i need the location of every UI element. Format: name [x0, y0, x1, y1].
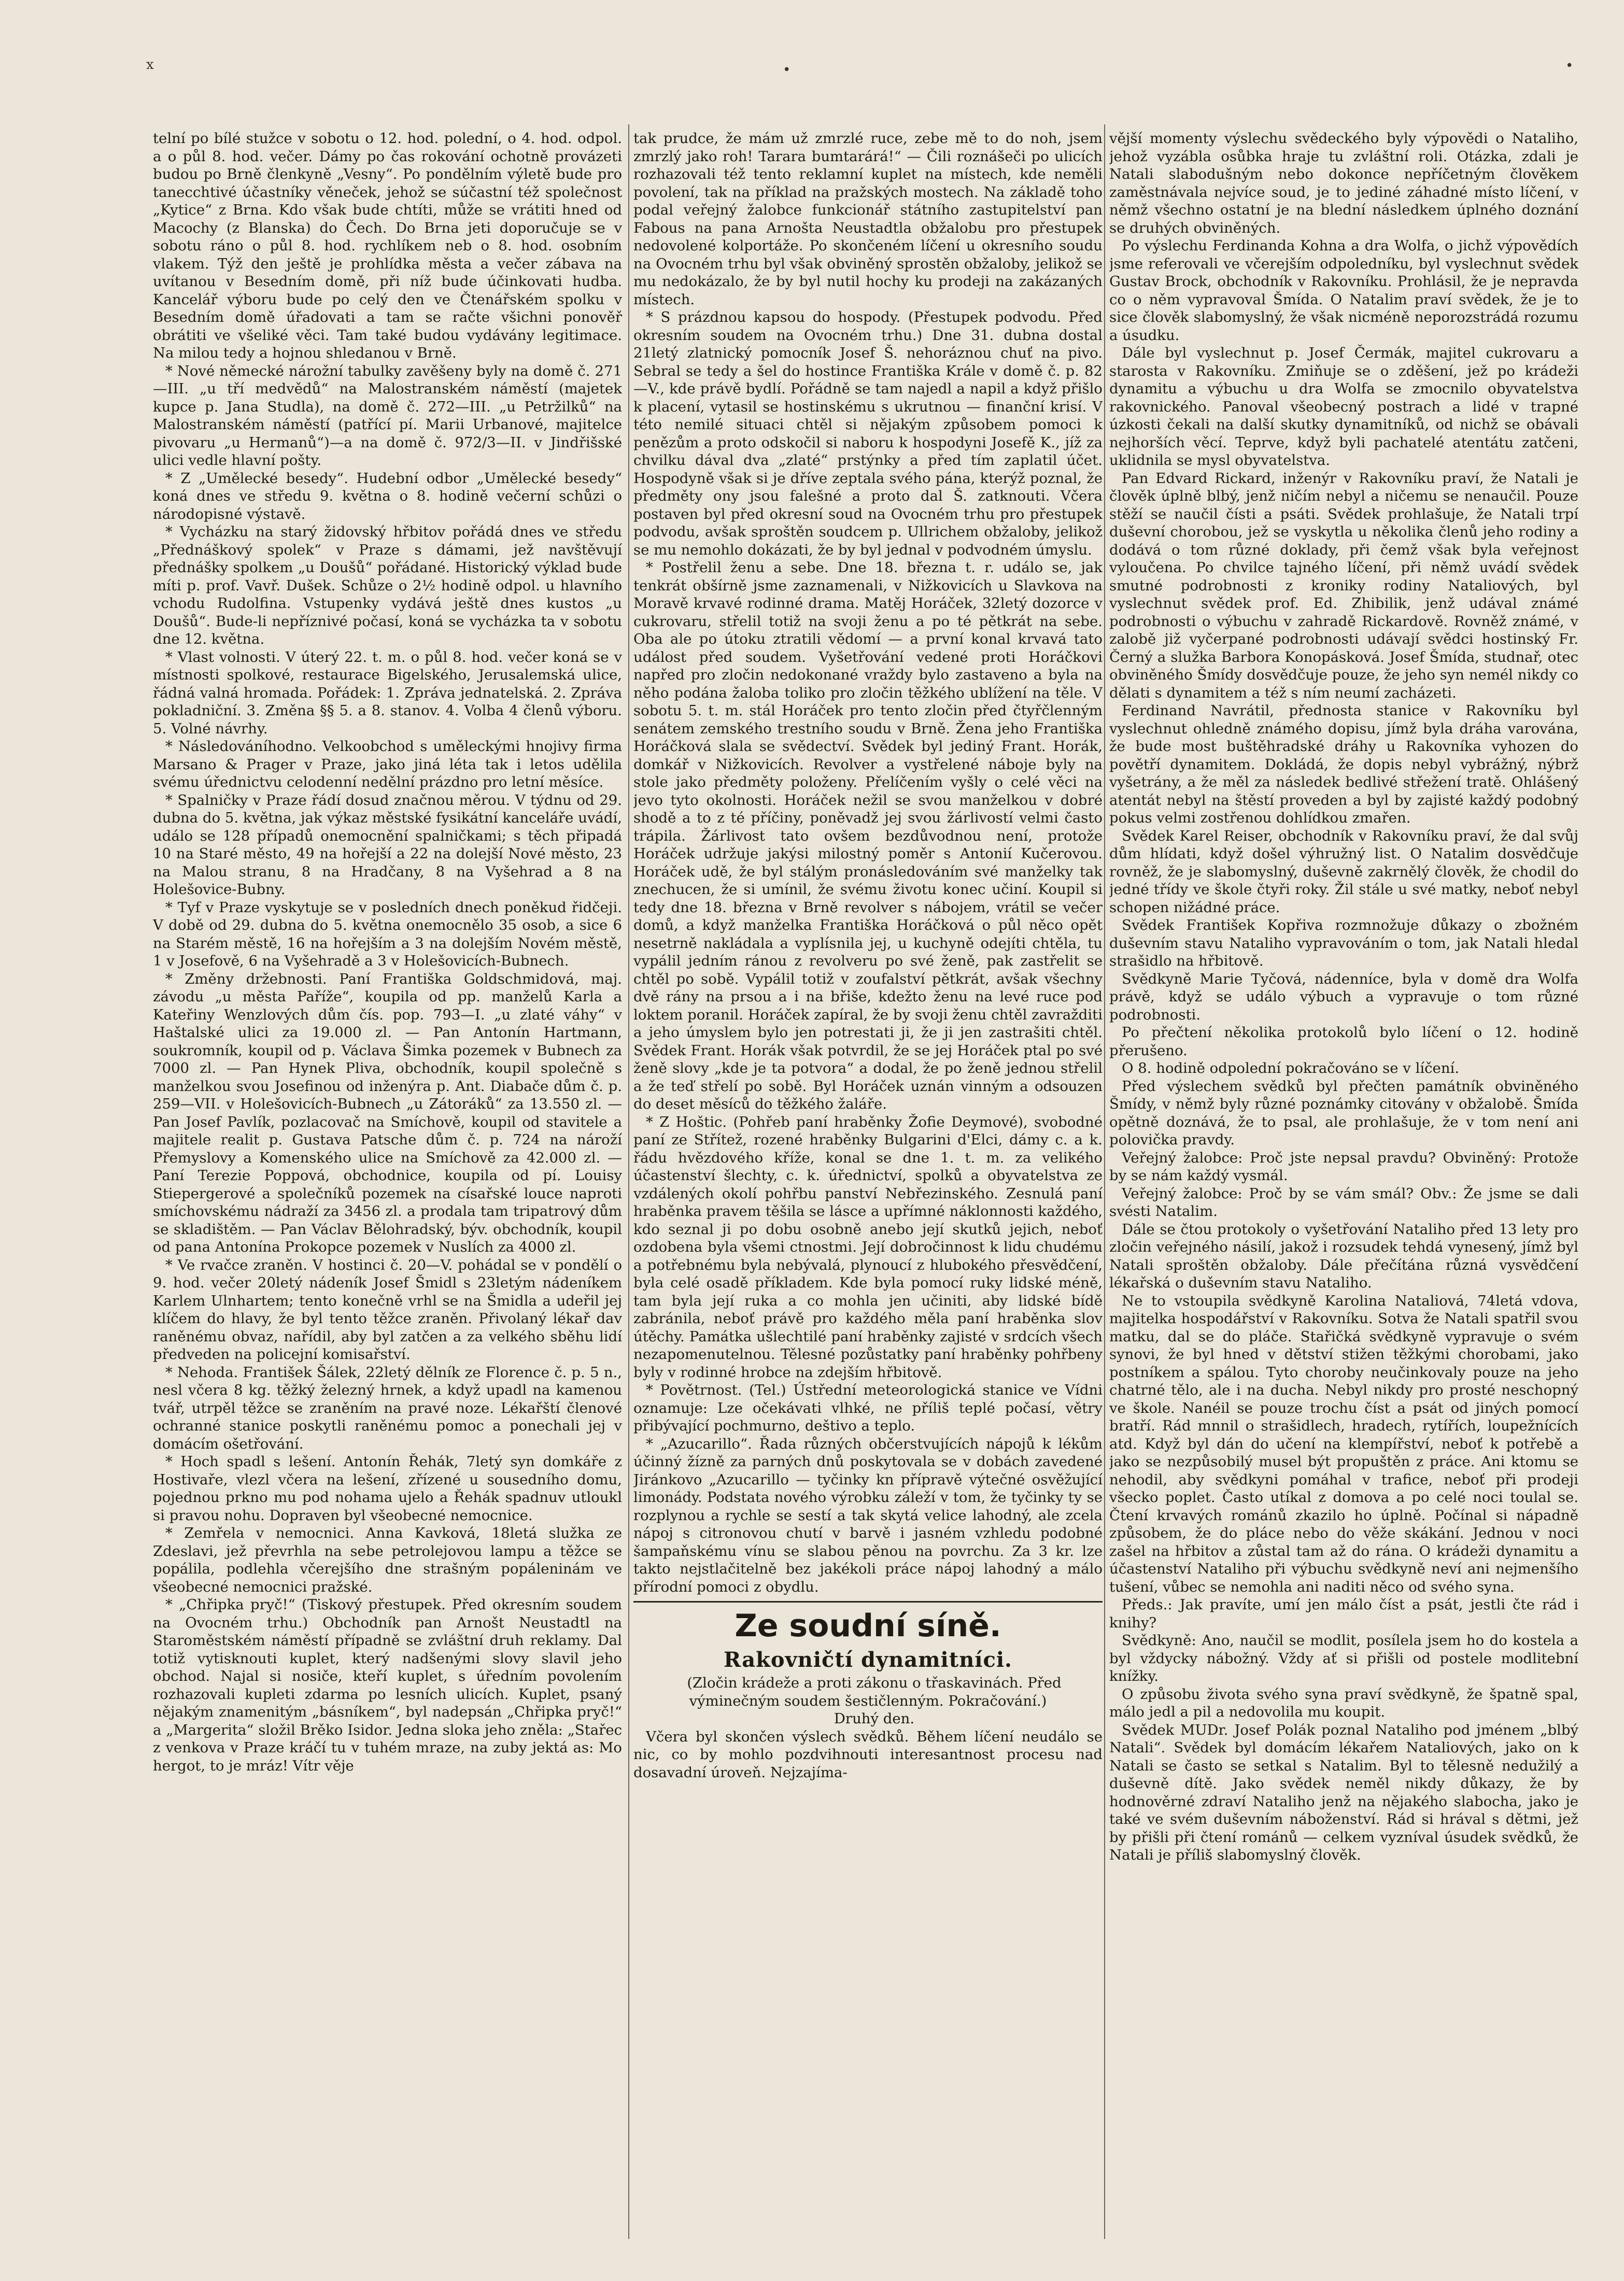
article-paragraph: vější momenty výslechu svědeckého byly výpovědi o Nataliho, jehož vyzábla osůbka hraje tu zvláštní roli. Otázka, zdali je Natali slabodušným nebo dokonce nepříčetným člověkem zaměstnávala nejvíce soud, je to jediné záhadné místo líčení, v němž všechno ostatní je na blední následkem úplného doznání se druhých obviněných.: [1109, 130, 1578, 236]
article-paragraph: * „Chřipka pryč!“ (Tiskový přestupek. Před okresním soudem na Ovocném trhu.) Obchodník pan Arnošt Neustadtl na Staroměstském náměstí případně se zvláštní druh reklamy. Dal totiž vytisknouti kuplet, který nadšenými slovy slavil jeho obchod. Najal si nosiče, kteří kuplet, s úředním povolením rozhazovali kupleti zdarma po lesních ulicích. Kuplet, psaný nějakým znamenitým „básníkem“, byl nadepsán „Chřipka pryč!“ a „Margerita“ složil Brěko Isidor. Jedna sloka jeho zněla: „Stařec z venkova v Praze kráčí tu v tuhém mraze, na zuby jektá as: Mo hergot, to je mráz! Vítr věje: [153, 1596, 622, 1774]
article-paragraph: Svědek Karel Reiser, obchodník v Rakovníku praví, že dal svůj dům hlídati, když došel výhružný list. O Natalim dosvědčuje rovněž, že je slabomyslný, duševně zakrnělý člověk, že chodil do jedné třídy ve škole čtyři roky. Žil stále u své matky, neboť nebyl schopen nižádné práce.: [1109, 827, 1578, 916]
article-paragraph: * Nehoda. František Šálek, 22letý dělník ze Florence č. p. 5 n., nesl včera 8 kg. těžký železný hrnek, a když upadl na kamenou tvář, utrpěl těžce se zraněním na pravé noze. Lékařští členové ochranné stanice poskytli raněnému pomoc a ponechali jej v domácím ošetřování.: [153, 1364, 622, 1452]
article-paragraph: Svědkyně: Ano, naučil se modlit, posílela jsem ho do kostela a byl vždycky nábožný. Vždy ať si přišli od postele modlitební knížky.: [1109, 1632, 1578, 1684]
article-paragraph: Svědek František Kopřiva rozmnožuje důkazy o zbožném duševním stavu Nataliho vypravováním o tom, jak Natali hledal strašidlo na hřbitově.: [1109, 917, 1578, 969]
article-paragraph: Ferdinand Navrátil, přednosta stanice v Rakovníku byl vyslechnut ohledně známého dopisu, jímž byla dráha varována, že bude most buštěhradské dráhy u Rakovníka vyhozen do povětří dynamitem. Dokládá, že dopis nebyl vybrážný, nýbrž vyšetrány, a že měl za následek bedlivé střežení tratě. Ohlášený atentát nebyl na štěstí proveden a byl by zajisté každý podobný pokus velmi zostřenou dohlídkou zmařen.: [1109, 702, 1578, 826]
article-paragraph: Veřejný žalobce: Proč by se vám smál? Obv.: Že jsme se dali svésti Natalim.: [1109, 1185, 1578, 1220]
article-paragraph: Po výslechu Ferdinanda Kohna a dra Wolfa, o jichž výpovědích jsme referovali ve včerejším odpoledníku, byl vyslechnut svědek Gustav Brock, obchodník v Rakovníku. Prohlásil, že je nepravda co o něm vypravoval Šmída. O Natalim praví svědek, že je to sice člověk slabomyslný, že však nicméně neporozstrádá rozumu a úsudku.: [1109, 237, 1578, 344]
hole-mark: •: [1565, 58, 1574, 74]
section-subtitle: Rakovničtí dynamitníci.: [724, 1648, 1012, 1672]
section-line: (Zločin krádeže a proti zákonu o třaskavinách. Před výminečným soudem šestičlenným. Pokračování.): [687, 1675, 1062, 1709]
article-paragraph: * Hoch spadl s lešení. Antonín Řehák, 7letý syn domkáře z Hostivaře, vlezl včera na lešení, zřízené u sousedního domu, pojednou prkno mu pod nohama ujelo a Řehák spadnuv utloukl si pravou nohu. Dopraven byl všeobecné nemocnice.: [153, 1453, 622, 1524]
article-paragraph: Dále byl vyslechnut p. Josef Čermák, majitel cukrovaru a starosta v Rakovníku. Zmiňuje se o zděšení, jež po krádeži dynamitu a výbuchu u dra Wolfa se zmocnilo obyvatelstva rakovnického. Panoval všeobecný postrach a lidé v trapné úzkosti čekali na další skutky dynamitníků, od nichž se obávali nejhorších věcí. Teprve, když byli pachatelé atentátu zatčeni, uklidnila se mysl obyvatelstva.: [1109, 345, 1578, 469]
hole-mark: •: [783, 62, 791, 78]
column-1: [153, 130, 622, 2234]
section-body: Včera byl skončen výslech svědků. Během líčení neudálo se nic, co by mohlo pozdvihnouti interesantnost procesu nad dosavadní úroveň. Nejzajíma-: [633, 1728, 1103, 1781]
article-paragraph: Svědkyně Marie Tyčová, nádenníce, byla v domě dra Wolfa právě, když se událo výbuch a vypravuje o tom různé podrobnosti.: [1109, 970, 1578, 1023]
article-paragraph: Po přečtení několika protokolů bylo líčení o 12. hodině přerušeno.: [1109, 1024, 1578, 1059]
article-paragraph: * „Azucarillo“. Řada různých občerstvujících nápojů k lékům účinný žízně za parných dnů poskytovala se v dobách zavedené Jiránkovo „Azucarillo — tyčinky kn přípravě výtečné osvěžující limonády. Podstata nového výrobku záleží v tom, že tyčinky ty se rozplynou a rychle se sestí a tak skytá velice lahodný, ale zcela nápoj s citronovou chutí v barvě i jasném vzhledu podobné šampaňskému vínu se slabou pěnou na povrchu. Za 3 kr. lze takto nejstlačitelně bez jakékoli práce nápoj lahodný a málo přírodní pomoci z obydlu.: [633, 1435, 1103, 1595]
article-paragraph: * Spalničky v Praze řádí dosud značnou měrou. V týdnu od 29. dubna do 5. května, jak výkaz městské fysikátní kanceláře uvádí, událo se 128 případů onemocnění spalničkami; s těch připadá 10 na Staré město, 49 na hořejší a 22 na dolejší Nové město, 23 na Malou stranu, 8 na Hradčany, 8 na Vyšehrad a 8 na Holešovice-Bubny.: [153, 791, 622, 898]
article-paragraph: Pan Edvard Rickard, inženýr v Rakovníku praví, že Natali je člověk úplně blbý, jenž ničím nebyl a ničemu se nenaučil. Pouze stěží se naučil čísti a psáti. Svědek prohlašuje, že Natali trpí duševní chorobou, jež se vyskytla u několika členů jeho rodiny a dodává o tom různé doklady, při čemž však byla veřejnost vyloučena. Po chvilce tajného líčení, při němž uvádí svědek smutné podrobnosti z kroniky rodiny Nataliových, byl vyslechnut svědek prof. Ed. Zhibilik, jenž udával známé podrobnosti o výbuchu v zahradě Rickardově. Rovněž známé, v zalobě již vyčerpané podrobnosti udávají svědci hostinský Fr. Černý a služka Barbora Konopásková. Josef Šmída, studnař, otec obviněného Šmídy dosvědčuje pouze, že jeho syn nemél nikdy co dělati s dynamitem a též s ním neumí zacházeti.: [1109, 470, 1578, 701]
article-paragraph: * Povětrnost. (Tel.) Ústřední meteorologická stanice ve Vídni oznamuje: Lze očekávati vlhké, ne příliš teplé počasí, větry přibývající pochmurno, deštivo a teplo.: [633, 1382, 1103, 1434]
column-rule: [628, 124, 629, 2239]
article-paragraph: * Nové německé nárožní tabulky zavěšeny byly na domě č. 271—III. „u tří medvědů“ na Malostranském náměstí (majetek kupce p. Jana Studla), na domě č. 272—III. „u Petržilků“ na Malostranském náměstí (patřící pí. Marii Urbanové, majitelce pivovaru „u Hermanů“)—a na domě č. 972/3—II. v Jindřišské ulici vedle hlavní pošty.: [153, 362, 622, 469]
article-paragraph: Ne to vstoupila svědkyně Karolina Nataliová, 74letá vdova, majitelka hospodářství v Rakovníku. Sotva že Natali spatřil svou matku, dal se do pláče. Stařičká svědkyně vypravuje o svém synovi, že byl hned v dětství stižen těžkými chorobami, jako postníkem a spálou. Tyto choroby neučinkovaly pouze na jeho chatrné tělo, ale i na ducha. Nebyl nikdy pro prosté neschopný ve škole. Nanéil se pouze trochu číst a psát od jiných pomocí bratří. Rád mnnil o strašidlech, hradech, rytířích, loupežnících atd. Když byl dán do učení na klempířství, neboť k potřebě a jako se nezpůsobilý musel být propuštěn z práce. Ani ktomu se nehodil, aby svědkyni pomáhal v trafice, neboť při prodeji všecko poplet. Často utíkal z domova a po celé noci toulal se. Čtení krvavých románů zkazilo ho úplně. Počínal si nápadně způsobem, že do pláce nebo do věže skákání. Jednou v noci zašel na hřbitov a zůstal tam až do rána. O krádeži dynamitu a účastenství Nataliho při výbuchu svědkyně neví ani nejmenšího tušení, vůbec se nemohla ani naditi něco od svého syna.: [1109, 1292, 1578, 1595]
corner-mark: x: [146, 57, 154, 73]
article-paragraph: * Postřelil ženu a sebe. Dne 18. března t. r. událo se, jak tenkrát obšírně jsme zaznamenali, v Nižkovicích u Slavkova na Moravě krvavé rodinné drama. Matěj Horáček, 32letý dozorce v cukrovaru, střelil totiž na svoji ženu a po té pětkrát na sebe. Oba ale po útoku ztratili vědomí — a první konal krvavá tato událost před soudem. Vyšetřování vedené proti Horáčkovi napřed pro zločin nedokonané vraždy bylo zastaveno a byla na něho podána žaloba toliko pro zločin těžkého ublížení na těle. V sobotu 5. t. m. stál Horáček pro tento zločin před čtyřčlenným senátem zemského trestního soudu v Brně. Žena jeho Františka Horáčková slala se svědectví. Svědek byl jediný Frant. Horák, domkář v Nižkovicích. Revolver a vystřelené náboje byly na stole jako předměty položeny. Přelíčením vyšly o celé věci na jevo tyto okolnosti. Horáček nežil se svou manželkou v dobré shodě a to z té příčiny, poněvadž jej svou žárlivostí velmi často trápila. Žárlivost tato ovšem bezdůvodnou není, protože Horáček udržuje jakýsi milostný poměr s Antonií Kučerovou. Horáček udě, že byl stálým pronásledováním své manželky tak znechucen, že si umínil, že svému životu konec učiní. Koupil si tedy dne 18. března v Brně revolver s nábojem, vrátil se večer domů, a když manželka Františka Horáčková o půl něco opět nesetrně nakládala a vyplísnila jej, u kuchyně odejíti chtěla, tu vypálil jedním ránou z revolveru po své ženě, pak zastřelit se chtěl po sobě. Vypálil totiž v zoufalství pětkrát, avšak všechny dvě rány na prsou a i na břiše, kdežto ženu na levé ruce pod loktem poranil. Horáček zapíral, že by svoji ženu chtěl zavražditi a jeho úmyslem bylo jen potrestati ji, že ji jen zastrašiti chtěl. Svědek Frant. Horák však potvrdil, že se jej Horáček ptal po své ženě slovy „kde je ta potvora“ a dodal, že po ženě jednou střelil a že teď střelí po sobě. Byl Horáček uznán vinným a odsouzen do deset měsíců do těžkého žaláře.: [633, 559, 1103, 1112]
section-title: Ze soudní síně.: [633, 1601, 1103, 1646]
article-paragraph: * Vlast volnosti. V úterý 22. t. m. o půl 8. hod. večer koná se v místnosti spolkové, restaurace Bigelského, Jerusalemská ulice, řádná valná hromada. Pořádek: 1. Zpráva jednatelská. 2. Zpráva pokladniční. 3. Změna §§ 5. a 8. stanov. 4. Volba 4 členů výboru. 5. Volné návrhy.: [153, 648, 622, 737]
article-paragraph: Před výslechem svědků byl přečten památník obviněného Šmídy, v němž byly různé poznámky citovány v obžalobě. Šmída opětně doznává, že to psal, ale prohlašuje, že v tom není ani polovička pravdy.: [1109, 1078, 1578, 1148]
column-2: [633, 130, 1103, 2234]
article-paragraph: * Změny držebnosti. Paní Františka Goldschmidová, maj. závodu „u města Paříže“, koupila od pp. manželů Karla a Kateřiny Wenzlových dům čís. pop. 793—I. „u zlaté váhy“ v Haštalské ulici za 19.000 zl. — Pan Antonín Hartmann, soukromník, koupil od p. Václava Šimka pozemek v Bubnech za 7000 zl. — Pan Hynek Pliva, obchodník, koupil společně s manželkou svou Josefinou od inženýra p. Ant. Diabače dům č. p. 259—VII. v Holešovicích-Bubnech „u Zátoráků“ za 13.550 zl. — Pan Josef Pavlík, pozlacovač na Smíchově, koupil od stavitele a majitele realit p. Gustava Patsche dům č. p. 724 na nároží Přemyslovy a Komenského ulice na Smíchově za 42.000 zl. — Paní Terezie Poppová, obchodnice, koupila od pí. Louisy Stiepergerové a společníků pozemek na císařské louce naproti smíchovskému nádraží za 3456 zl. a prodala tam tripatrový dům se skladištěm. — Pan Václav Bělohradský, býv. obchodník, koupil od pana Antonína Prokopce pozemek v Nuslích za 4000 zl.: [153, 970, 622, 1255]
article-paragraph: * Z „Umělecké besedy“. Hudební odbor „Umělecké besedy“ koná dnes ve středu 9. května o 8. hodině večerní schůzi o národopisné výstavě.: [153, 470, 622, 522]
article-paragraph: telní po bílé stužce v sobotu o 12. hod. polední, o 4. hod. odpol. a o půl 8. hod. večer. Dámy po čas rokování ochotně provázeti budou po Brně členkyně „Vesny“. Po pondělním výletě bude pro tanecchtivé účastníky věneček, jehož se súčastní též společnost „Kytice“ z Brna. Kdo však bude chtíti, může se vrátiti hned od Macochy (z Blanska) do Čech. Do Brna jeti doporučuje se v sobotu ráno o půl 8. hod. rychlíkem neb o 8. hod. osobním vlakem. Týž den ještě je prohlídka města a večer zábava na uvítanou v Besedním domě, při níž bude účinkovati hudba. Kancelář výboru bude po celý den ve Čtenářském spolku v Besedním domě úřadovati a tam se račte všichni ponověř obrátiti ve všeliké věci. Tam také budou vydávány legitimace. Na milou tedy a hojnou shledanou v Brně.: [153, 130, 622, 361]
article-paragraph: Veřejný žalobce: Proč jste nepsal pravdu? Obviněný: Protože by se nám každý vysmál.: [1109, 1149, 1578, 1184]
article-paragraph: * Tyf v Praze vyskytuje se v posledních dnech poněkud řidčeji. V době od 29. dubna do 5. května onemocnělo 35 osob, a sice 6 na Starém městě, 16 na hořejším a 3 na dolejším Novém městě, 1 v Josefově, 6 na Vyšehradě a 3 v Holešovicích-Bubnech.: [153, 899, 622, 969]
column-3: [1109, 130, 1578, 2234]
article-paragraph: Svědek MUDr. Josef Polák poznal Nataliho pod jménem „blbý Natali“. Svědek byl domácím lékařem Nataliových, jako on k Natali se často se setkal s Natalim. Byl to tělesně nedužilý a duševně dítě. Jako svědek neměl nikdy důkazy, že by hodnověrné zdraví Nataliho jenž na nějakého slabocha, jako je také ve svém duševním náboženství. Rád si hrával s dětmi, jež by přišli při čtení románů — celkem vyzníval úsudek svědků, že Natali je příliš slabomyslný člověk.: [1109, 1721, 1578, 1863]
article-paragraph: * Vycházku na starý židovský hřbitov pořádá dnes ve středu „Přednáškový spolek“ v Praze s dámami, jež navštěvují přednášky spolkem „u Doušů“ pořádané. Historický výklad bude míti p. prof. Vavř. Dušek. Schůze o 2½ hodině odpol. u hlavního vchodu Rudolfina. Vstupenky vydává ještě dnes kustos „u Doušů“. Bude-li nepříznivé počasí, koná se vycházka ta v sobotu dne 12. května.: [153, 523, 622, 647]
article-paragraph: * Z Hoštic. (Pohřeb paní hraběnky Žofie Deymové), svobodné paní ze Střítež, rozené hraběnky Bulgarini d'Elci, dámy c. a k. řádu hvězdového kříže, konal se dne 1. t. m. za velikého účastenství šlechty, c. k. úřednictví, spolků a obyvatelstva ze vzdálených okolí pohřbu panství Nebřezinského. Zesnulá paní hraběnka pravem těšila se lásce a upřímné náklonnosti každého, kdo seznal ji po dobu osobně anebo její skutků jejich, neboť ozdobena byla všemi ctnostmi. Její dobročinnost k lidu chudému a potřebnému byla nebývalá, plynoucí z hlubokého přesvědčení, byla celé osadě příkladem. Kde byla pomocí ruky lidské méně, tam byla její ruka a co mohla jen učiniti, aby lidské bídě zabránila, neboť právě pro každého měla paní hraběnka slov útěchy. Památka ušlechtilé paní hraběnky zajisté v srdcích všech nezapomenutelnou. Tělesné pozůstatky paní hraběnky pohřbeny byly v rodinné hrobce na zdejším hřbitově.: [633, 1113, 1103, 1381]
article-paragraph: Dále se čtou protokoly o vyšetřování Nataliho před 13 lety pro zločin veřejného násilí, jakož i rozsudek tehdá vynesený, jímž byl Natali sproštěn obžaloby. Dále přečítána různá vysvědčení lékařská o duševním stavu Nataliho.: [1109, 1221, 1578, 1291]
article-paragraph: * Následováníhodno. Velkoobchod s uměleckými hnojivy firma Marsano & Prager v Praze, jako jiná léta tak i letos udělila svému úřednictvu celodenní nedělní prázdno pro letní měsíce.: [153, 738, 622, 790]
article-paragraph: Předs.: Jak pravíte, umí jen málo číst a psát, jestli čte rád i knihy?: [1109, 1596, 1578, 1631]
section-line: Druhý den.: [834, 1710, 915, 1727]
column-rule: [1104, 124, 1105, 2239]
article-paragraph: tak prudce, že mám už zmrzlé ruce, zebe mě to do noh, jsem zmrzlý jako roh! Tarara bumtarárá!“ — Čili roznášeči po ulicích rozhazovali též tento reklamní kuplet na místech, kde neměli povolení, tak na příklad na pražských mostech. Na základě toho podal veřejný žalobce funkcionář státního zastupitelství pan Fabous na pana Arnošta Neustadtla obžalobu pro přestupek nedovolené kolportáže. Po skončeném líčení u okresního soudu na Ovocném trhu byl však obviněný sprostěn obžaloby, jelikož se mu nedokázalo, že by byl nutil hochy ku prodeji na zakázaných místech.: [633, 130, 1103, 308]
article-paragraph: * S prázdnou kapsou do hospody. (Přestupek podvodu. Před okresním soudem na Ovocném trhu.) Dne 31. dubna dostal 21letý zlatnický pomocník Josef Š. nehoráznou chuť na pivo. Sebral se tedy a šel do hostince Františka Krále v domě č. p. 82—V., kde právě bydlí. Pořádně se tam najedl a napil a když přišlo k placení, vytasil se hostinskému s ukrutnou — finanční krisí. V této nemilé situaci chtěl si nějakým způsobem pomoci k penězům a proto odskočil si naboru k hospodyni Josefě K., jíž za chvilku dával dva „zlaté“ prstýnky a před tím zaplatil účet. Hospodyně však si je dříve zeptala svého pána, kterýž poznal, že předměty ony jsou falešné a proto dal Š. zatknouti. Včera postaven byl před okresní soud na Ovocném trhu pro přestupek podvodu, avšak sproštěn soudcem p. Ullrichem obžaloby, jelikož se mu nemohlo dokázati, že by byl jednal v podvodném úmyslu.: [633, 309, 1103, 558]
article-paragraph: * Zemřela v nemocnici. Anna Kavková, 18letá služka ze Zdeslavi, jež převrhla na sebe petrolejovou lampu a těžce se popálila, podlehla včerejšího dne strašným popáleninám ve všeobecné nemocnici pražské.: [153, 1525, 622, 1595]
article-paragraph: O způsobu života svého syna praví svědkyně, že špatně spal, málo jedl a pil a nedovolila mu koupit.: [1109, 1685, 1578, 1720]
court-section: [633, 1601, 1103, 1781]
article-paragraph: * Ve rvačce zraněn. V hostinci č. 20—V. pohádal se v pondělí o 9. hod. večer 20letý nádeník Josef Šmidl s 23letým nádeníkem Karlem Ulnhartem; tento konečně vrhl se na Šmidla a udeřil jej klíčem do hlavy, že byl tento těžce zraněn. Přivolaný lékař dav raněnému obvaz, nařídil, aby byl zatčen a za velkého sběhu lidí předveden na policejní komisařství.: [153, 1256, 622, 1363]
column-2-articles: [633, 130, 1103, 1596]
article-paragraph: O 8. hodině odpolední pokračováno se v líčení.: [1122, 1060, 1460, 1076]
